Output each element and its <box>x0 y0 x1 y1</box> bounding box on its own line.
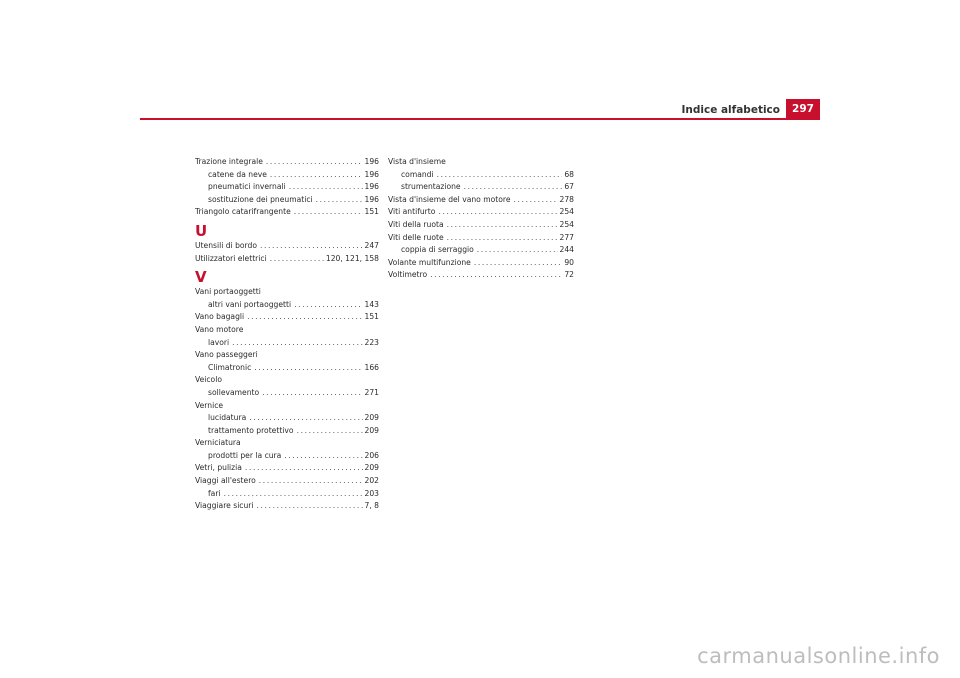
index-subentry <box>195 425 379 438</box>
index-term: Vani portaoggetti <box>195 287 261 297</box>
dot-leader <box>270 169 363 182</box>
dot-leader <box>294 299 362 312</box>
index-subentry <box>388 169 574 182</box>
index-subentry <box>195 337 379 350</box>
index-term: Volante multifunzione <box>388 257 471 267</box>
index-page-ref: 196 <box>364 169 379 179</box>
header-divider <box>140 118 820 120</box>
index-term: Viaggi all'estero <box>195 476 256 486</box>
index-term: prodotti per la cura <box>208 450 282 460</box>
dot-leader <box>270 253 324 266</box>
index-entry <box>388 194 574 207</box>
index-term: trattamento protettivo <box>208 425 294 435</box>
index-term: Viaggiare sicuri <box>195 501 254 511</box>
index-page-ref: 203 <box>364 488 379 498</box>
dot-leader <box>257 500 363 513</box>
index-entry <box>195 324 379 337</box>
dot-leader <box>232 337 362 350</box>
index-page-ref: 196 <box>364 157 379 166</box>
index-entry <box>195 286 379 299</box>
index-entry <box>195 240 379 253</box>
index-column-left <box>195 156 379 513</box>
index-entry <box>388 219 574 232</box>
index-entry <box>388 156 574 169</box>
index-entry <box>195 374 379 387</box>
dot-leader <box>260 240 363 253</box>
dot-leader <box>514 194 558 207</box>
index-group-vista <box>388 156 574 282</box>
index-entry <box>195 437 379 450</box>
dot-leader <box>438 206 557 219</box>
index-entry <box>388 232 574 245</box>
dot-leader <box>289 181 363 194</box>
index-term: Vernice <box>195 400 224 410</box>
index-term: Voltimetro <box>388 270 428 280</box>
index-page-ref: 271 <box>364 387 379 397</box>
index-subentry <box>195 194 379 207</box>
index-term: sollevamento <box>208 387 260 397</box>
index-page-ref: 209 <box>364 413 379 423</box>
index-term: strumentazione <box>401 182 461 192</box>
index-term: catene da neve <box>208 169 267 179</box>
index-page-ref: 247 <box>364 240 379 250</box>
index-term: Utilizzatori elettrici <box>195 253 267 263</box>
index-column-right <box>388 156 574 282</box>
page-number-badge: 297 <box>786 99 820 118</box>
dot-leader <box>447 232 558 245</box>
index-term: lavori <box>208 337 230 347</box>
index-page-ref: 90 <box>564 257 574 267</box>
dot-leader <box>294 206 363 219</box>
index-entry <box>195 311 379 324</box>
index-page-ref: 196 <box>364 194 379 204</box>
index-entry <box>195 400 379 413</box>
index-subentry <box>388 244 574 257</box>
dot-leader <box>249 412 362 425</box>
index-group-u <box>195 240 379 265</box>
index-term: comandi <box>401 169 434 179</box>
index-subentry <box>195 299 379 312</box>
index-entry <box>195 349 379 362</box>
dot-leader <box>437 169 563 182</box>
index-page-ref: 278 <box>559 194 574 204</box>
index-page-ref: 166 <box>364 362 379 372</box>
index-subentry <box>195 169 379 182</box>
index-subentry <box>195 488 379 501</box>
index-term: sostituzione dei pneumatici <box>208 194 313 204</box>
index-page-ref: 143 <box>364 299 379 309</box>
index-entry <box>195 500 379 513</box>
index-term: lucidatura <box>208 413 247 423</box>
index-term: altri vani portaoggetti <box>208 299 292 309</box>
section-letter-v: V <box>195 268 207 287</box>
index-page-ref: 223 <box>364 337 379 347</box>
index-term: pneumatici invernali <box>208 182 286 192</box>
index-page-ref: 244 <box>559 245 574 255</box>
index-subentry <box>195 362 379 375</box>
index-term: Triangolo catarifrangente <box>195 207 291 217</box>
page-title: Indice alfabetico <box>681 104 780 116</box>
dot-leader <box>464 181 563 194</box>
index-term: Vista d'insieme del vano motore <box>388 194 511 204</box>
index-entry <box>195 206 379 219</box>
index-page-ref: 206 <box>364 450 379 460</box>
index-term: Vista d'insieme <box>388 157 446 166</box>
section-letter-u: U <box>195 221 208 240</box>
index-term: Trazione integrale <box>195 157 263 166</box>
index-term: Veicolo <box>195 375 222 385</box>
index-entry <box>388 269 574 282</box>
dot-leader <box>430 269 562 282</box>
index-term: fari <box>208 488 221 498</box>
watermark-text: carmanualsonline.info <box>697 644 940 668</box>
index-term: Verniciatura <box>195 438 241 448</box>
index-page-ref: 202 <box>364 476 379 486</box>
dot-leader <box>474 257 563 270</box>
index-subentry <box>195 412 379 425</box>
dot-leader <box>316 194 363 207</box>
index-page-ref: 120, 121, 158 <box>325 253 379 263</box>
index-term: Viti antifurto <box>388 207 436 217</box>
index-page-ref: 209 <box>364 463 379 473</box>
index-page-ref: 209 <box>364 425 379 435</box>
dot-leader <box>297 425 363 438</box>
index-page-ref: 277 <box>559 232 574 242</box>
dot-leader <box>259 475 363 488</box>
dot-leader <box>266 156 363 169</box>
index-term: Viti delle ruote <box>388 232 444 242</box>
index-page-ref: 254 <box>559 219 574 229</box>
index-term: Vano bagagli <box>195 312 245 322</box>
index-group-t <box>195 156 379 219</box>
index-term: Vano passeggeri <box>195 350 258 360</box>
index-page-ref: 67 <box>564 182 574 192</box>
dot-leader <box>447 219 558 232</box>
index-page-ref: 151 <box>364 312 379 322</box>
index-term: coppia di serraggio <box>401 245 474 255</box>
index-entry <box>195 156 379 169</box>
index-subentry <box>388 181 574 194</box>
dot-leader <box>245 462 363 475</box>
index-page-ref: 254 <box>559 207 574 217</box>
index-term: Utensili di bordo <box>195 240 257 250</box>
index-page-ref: 72 <box>564 270 574 280</box>
index-term: Vano motore <box>195 324 244 334</box>
index-entry <box>195 475 379 488</box>
index-page-ref: 196 <box>364 182 379 192</box>
index-subentry <box>195 450 379 463</box>
dot-leader <box>224 488 363 501</box>
dot-leader <box>262 387 362 400</box>
index-entry <box>195 253 379 266</box>
dot-leader <box>254 362 362 375</box>
index-entry <box>388 257 574 270</box>
index-entry <box>388 206 574 219</box>
index-term: Vetri, pulizia <box>195 463 242 473</box>
index-entry <box>195 462 379 475</box>
index-subentry <box>195 387 379 400</box>
dot-leader <box>284 450 362 463</box>
index-subentry <box>195 181 379 194</box>
index-term: Viti della ruota <box>388 219 444 229</box>
dot-leader <box>477 244 558 257</box>
index-page-ref: 68 <box>564 169 574 179</box>
index-term: Climatronic <box>208 362 252 372</box>
index-page-ref: 151 <box>364 207 379 217</box>
index-page-ref: 7, 8 <box>364 501 379 511</box>
index-group-v <box>195 286 379 513</box>
dot-leader <box>247 311 362 324</box>
